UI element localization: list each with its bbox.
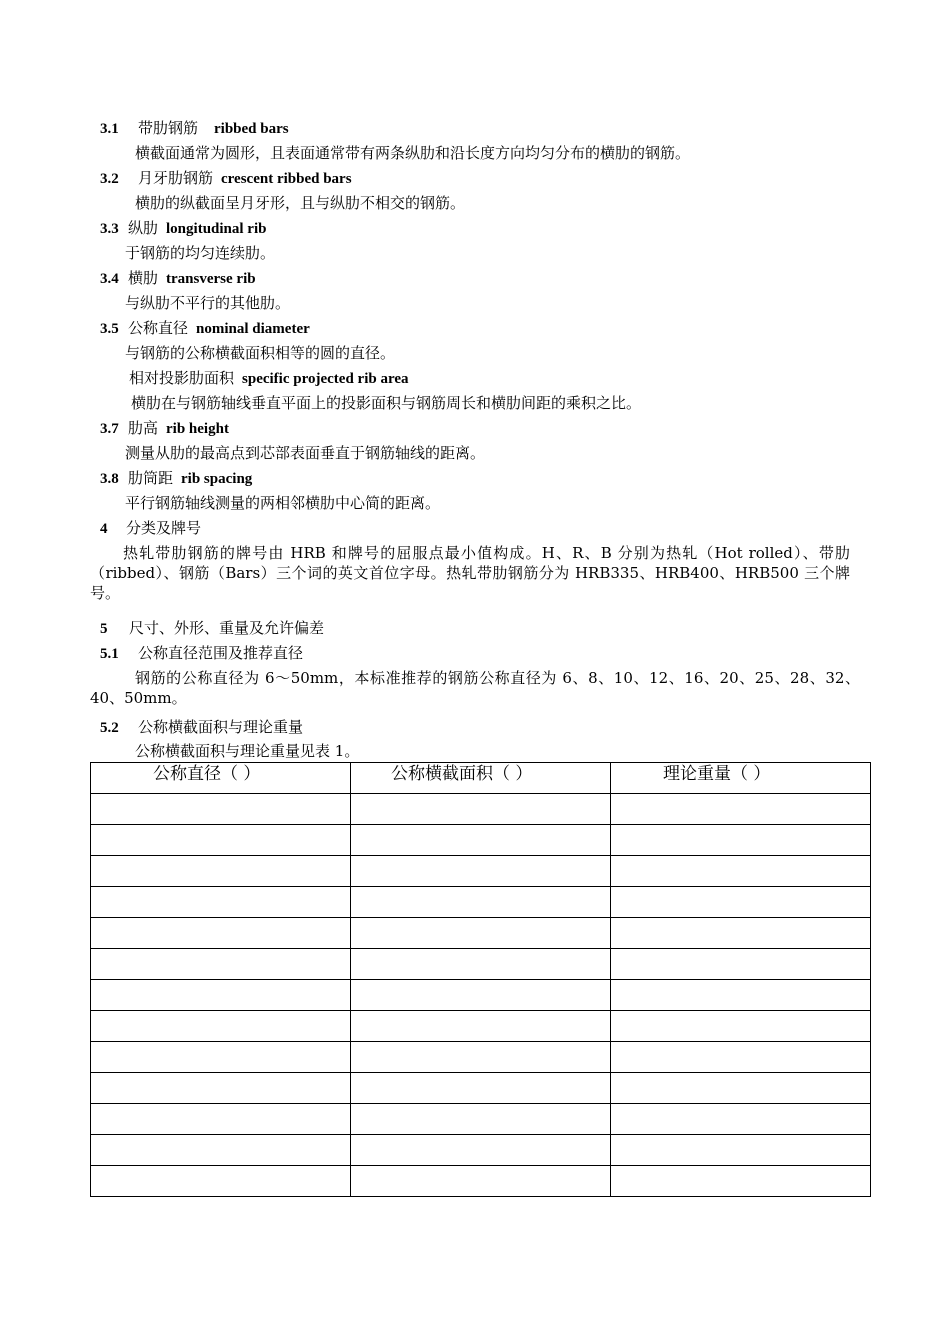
table-row (91, 949, 871, 980)
section-number: 3.5 (100, 321, 119, 337)
table-row (91, 856, 871, 887)
table-row (91, 825, 871, 856)
section-number: 3.7 (100, 421, 119, 437)
section-5-1-heading (100, 643, 303, 664)
term-en: rib spacing (181, 471, 253, 487)
table-cell (91, 1135, 351, 1166)
section-title: 公称直径范围及推荐直径 (138, 644, 304, 662)
table-cell (611, 980, 871, 1011)
section-3-2-heading (100, 168, 352, 189)
header-nominal-diameter: 公称直径（ ） (91, 763, 351, 794)
term-en: longitudinal rib (166, 221, 267, 237)
section-number: 5 (100, 621, 108, 637)
section-3-7-definition: 测量从肋的最高点到芯部表面垂直于钢筋轴线的距离。 (125, 444, 486, 462)
section-5-1-paragraph: 钢筋的公称直径为 6～50mm，本标准推荐的钢筋公称直径为 6、8、10、12、16、20、25、28、32、40、50mm。 (90, 669, 860, 707)
term-zh: 带肋钢筋 (138, 119, 199, 137)
term-en: ribbed bars (214, 121, 289, 137)
section-title: 公称横截面积与理论重量 (138, 718, 304, 736)
table-cell (91, 856, 351, 887)
term-en: nominal diameter (196, 321, 310, 337)
section-3-5-definition: 与钢筋的公称横截面积相等的圆的直径。 (125, 344, 396, 362)
term-zh: 月牙肋钢筋 (138, 169, 214, 187)
table-cell (91, 980, 351, 1011)
table-cell (91, 1011, 351, 1042)
table-row (91, 887, 871, 918)
term-zh: 纵肋 (128, 219, 159, 237)
section-number: 4 (100, 521, 108, 537)
section-3-3-heading (100, 218, 266, 239)
table-cell (91, 1104, 351, 1135)
section-3-8-heading (100, 468, 252, 489)
section-3-5-heading (100, 318, 310, 339)
term-zh: 相对投影肋面积 (129, 369, 235, 387)
section-3-4-heading (100, 268, 256, 289)
table-cell (351, 980, 611, 1011)
table-cell (351, 856, 611, 887)
table-cell (611, 918, 871, 949)
table-cell (351, 794, 611, 825)
table-row (91, 980, 871, 1011)
term-zh: 肋高 (128, 419, 159, 437)
table-cell (351, 825, 611, 856)
table-row (91, 1135, 871, 1166)
term-zh: 横肋 (128, 269, 159, 287)
term-en: specific projected rib area (242, 371, 409, 387)
header-cross-sectional-area: 公称横截面积（ ） (351, 763, 611, 794)
table-cell (91, 1166, 351, 1197)
section-number: 5.2 (100, 720, 119, 736)
table-cell (611, 1042, 871, 1073)
table-cell (91, 1073, 351, 1104)
table-cell (611, 825, 871, 856)
section-number: 3.8 (100, 471, 119, 487)
table-cell (611, 1104, 871, 1135)
section-number: 3.3 (100, 221, 119, 237)
table-cell (91, 918, 351, 949)
section-3-6-definition: 横肋在与钢筋轴线垂直平面上的投影面积与钢筋周长和横肋间距的乘积之比。 (131, 394, 642, 412)
table-cell (611, 1073, 871, 1104)
table-row (91, 1042, 871, 1073)
table-cell (91, 887, 351, 918)
table-row (91, 1073, 871, 1104)
section-3-7-heading (100, 418, 229, 439)
section-5-2-paragraph: 公称横截面积与理论重量见表 1。 (135, 742, 360, 760)
section-3-3-definition: 于钢筋的均匀连续肋。 (125, 244, 276, 262)
table-header-row (91, 763, 871, 794)
section-3-1-heading (100, 118, 289, 139)
table-row (91, 918, 871, 949)
table-cell (611, 856, 871, 887)
table-cell (611, 794, 871, 825)
table-row (91, 794, 871, 825)
table-cell (611, 887, 871, 918)
section-5-2-heading (100, 717, 303, 738)
section-5-heading (100, 618, 324, 639)
table-cell (611, 949, 871, 980)
table-cell (91, 1042, 351, 1073)
table-cell (611, 1011, 871, 1042)
table-cell (351, 1166, 611, 1197)
table-cell (351, 1104, 611, 1135)
section-4-paragraph: 热轧带肋钢筋的牌号由 HRB 和牌号的屈服点最小值构成。H、R、B 分别为热轧（Hot rolled）、带肋（ribbed）、钢筋（Bars）三个词的英文首位字母。热轧带肋钢筋分为 HRB335、HRB400、HRB500 三个牌号。 (90, 544, 850, 602)
table-row (91, 1011, 871, 1042)
section-title: 尺寸、外形、重量及允许偏差 (129, 619, 325, 637)
section-title: 分类及牌号 (126, 519, 202, 537)
term-zh: 公称直径 (128, 319, 189, 337)
section-4-heading (100, 518, 201, 539)
term-en: crescent ribbed bars (221, 171, 352, 187)
section-number: 3.1 (100, 121, 119, 137)
table-cell (91, 825, 351, 856)
section-3-4-definition: 与纵肋不平行的其他肋。 (125, 294, 291, 312)
header-theoretical-weight: 理论重量（ ） (611, 763, 871, 794)
section-3-2-definition: 横肋的纵截面呈月牙形，且与纵肋不相交的钢筋。 (135, 194, 466, 212)
table-body (91, 794, 871, 1197)
section-number: 3.2 (100, 171, 119, 187)
section-number: 3.4 (100, 271, 119, 287)
table-cell (351, 1042, 611, 1073)
section-3-1-definition: 横截面通常为圆形，且表面通常带有两条纵肋和沿长度方向均匀分布的横肋的钢筋。 (135, 144, 691, 162)
term-en: transverse rib (166, 271, 256, 287)
table-cell (351, 887, 611, 918)
table-cell (351, 918, 611, 949)
section-number: 5.1 (100, 646, 119, 662)
section-3-8-definition: 平行钢筋轴线测量的两相邻横肋中心简的距离。 (125, 494, 441, 512)
table-cell (611, 1166, 871, 1197)
table-cell (351, 1011, 611, 1042)
table-cell (91, 949, 351, 980)
section-3-6-heading (129, 368, 409, 389)
table-row (91, 1104, 871, 1135)
table-cell (91, 794, 351, 825)
table-row (91, 1166, 871, 1197)
table-cell (351, 949, 611, 980)
table-cell (611, 1135, 871, 1166)
term-zh: 肋筒距 (128, 469, 174, 487)
weight-table (90, 762, 871, 1197)
term-en: rib height (166, 421, 229, 437)
table-cell (351, 1073, 611, 1104)
table-cell (351, 1135, 611, 1166)
